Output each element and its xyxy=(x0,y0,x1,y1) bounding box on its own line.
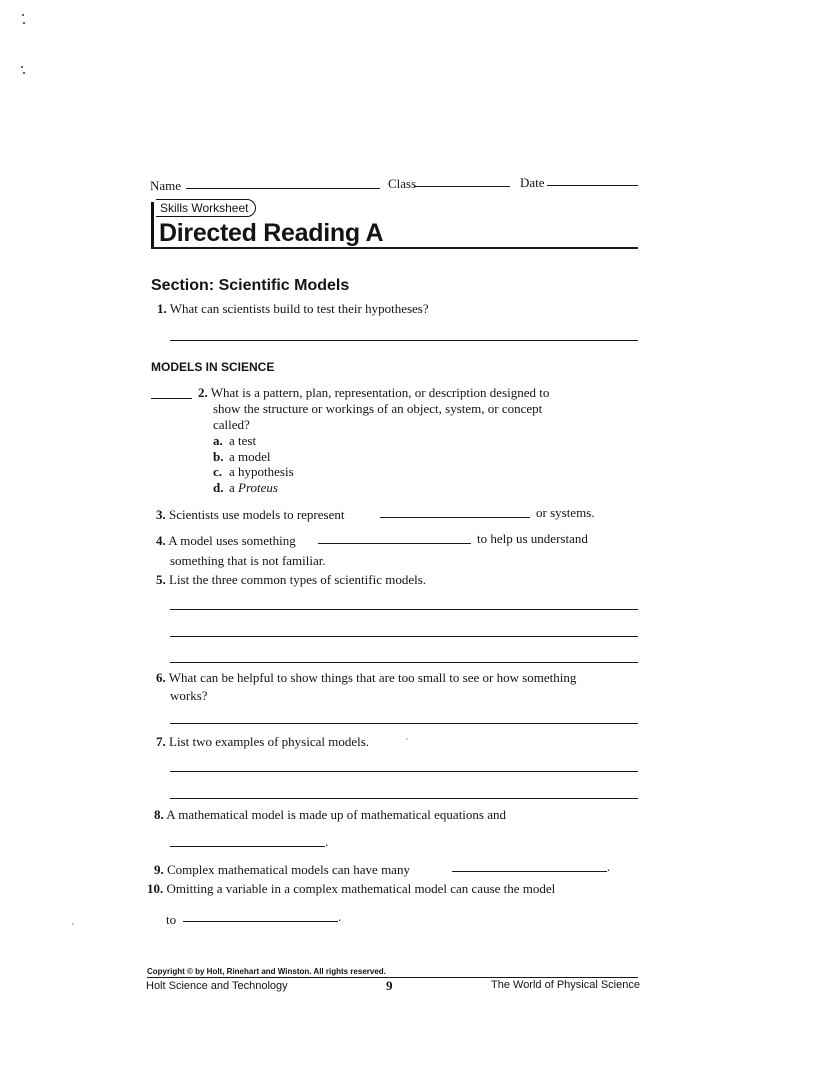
question-text: Scientists use models to represent xyxy=(169,507,345,522)
page-title: Directed Reading A xyxy=(159,219,384,247)
scan-speck xyxy=(22,14,24,16)
footer-book-title: Holt Science and Technology xyxy=(146,980,288,992)
question-8 xyxy=(154,807,506,823)
answer-blank-10[interactable] xyxy=(183,921,338,922)
answer-line-5a[interactable] xyxy=(170,609,638,610)
title-underline xyxy=(151,247,638,249)
option-text: a model xyxy=(229,449,271,464)
question-number: 7. xyxy=(156,734,166,749)
footer-series-title: The World of Physical Science xyxy=(491,979,640,991)
answer-blank-2[interactable] xyxy=(151,398,192,399)
answer-blank-8[interactable] xyxy=(170,846,325,847)
option-letter: d. xyxy=(213,480,224,495)
answer-line-1[interactable] xyxy=(170,340,638,341)
question-text: A model uses something xyxy=(168,533,296,548)
skills-worksheet-tag xyxy=(156,199,256,217)
question-1 xyxy=(157,301,429,317)
answer-blank-3[interactable] xyxy=(380,517,530,518)
option-d[interactable] xyxy=(213,480,278,496)
question-text-line-2: something that is not familiar. xyxy=(170,553,326,568)
question-text: List two examples of physical models. xyxy=(169,734,370,749)
option-text: Proteus xyxy=(238,480,278,495)
question-text-line-2: to xyxy=(166,912,177,927)
question-text-after: to help us understand xyxy=(477,531,588,546)
question-text: List the three common types of scientific models. xyxy=(169,572,427,587)
question-number: 6. xyxy=(156,670,166,685)
question-7 xyxy=(156,734,369,750)
question-number: 1. xyxy=(157,301,167,316)
option-text: a hypothesis xyxy=(229,464,294,479)
page-number: 9 xyxy=(386,978,393,993)
class-field[interactable] xyxy=(414,186,510,187)
date-field[interactable] xyxy=(547,185,638,186)
question-number: 5. xyxy=(156,572,166,587)
name-label: Name xyxy=(150,178,182,193)
scan-speck xyxy=(72,923,74,925)
question-number: 9. xyxy=(154,862,164,877)
question-text-line-3: called? xyxy=(213,417,250,432)
option-letter: a. xyxy=(213,433,223,448)
question-text-line-1: What can be helpful to show things that are too small to see or how something xyxy=(168,670,577,685)
question-number: 4. xyxy=(156,533,166,548)
question-number: 3. xyxy=(156,507,166,522)
answer-line-7a[interactable] xyxy=(170,771,638,772)
question-number: 8. xyxy=(154,807,164,822)
answer-line-5b[interactable] xyxy=(170,636,638,637)
option-b[interactable] xyxy=(213,449,271,465)
question-9 xyxy=(154,862,410,878)
period-mark: . xyxy=(338,909,342,924)
question-text: Complex mathematical models can have many xyxy=(167,862,410,877)
question-6 xyxy=(156,670,576,686)
period-mark: . xyxy=(607,859,611,874)
question-text-line-1: What is a pattern, plan, representation, or description designed to xyxy=(210,385,550,400)
question-text: Omitting a variable in a complex mathematical model can cause the model xyxy=(166,881,556,896)
option-c[interactable] xyxy=(213,464,294,480)
question-2 xyxy=(198,385,549,401)
question-4 xyxy=(156,533,296,549)
option-prefix: a xyxy=(229,480,235,495)
scan-speck xyxy=(406,738,408,740)
question-5 xyxy=(156,572,426,588)
answer-blank-9[interactable] xyxy=(452,871,607,872)
answer-line-5c[interactable] xyxy=(170,662,638,663)
question-number: 2. xyxy=(198,385,208,400)
question-3 xyxy=(156,507,344,523)
copyright-notice: Copyright © by Holt, Rinehart and Winston. All rights reserved. xyxy=(147,967,386,976)
question-text: What can scientists build to test their hypotheses? xyxy=(169,301,429,316)
scan-speck xyxy=(23,22,25,24)
subheading: MODELS IN SCIENCE xyxy=(151,360,275,374)
scan-speck xyxy=(23,72,25,74)
option-text: a test xyxy=(229,433,257,448)
question-text-line-2: show the structure or workings of an object, system, or concept xyxy=(213,401,543,416)
date-label: Date xyxy=(520,175,545,190)
answer-line-7b[interactable] xyxy=(170,798,638,799)
name-field[interactable] xyxy=(186,188,380,189)
section-heading: Section: Scientific Models xyxy=(151,277,350,294)
question-text: A mathematical model is made up of mathematical equations and xyxy=(166,807,506,822)
skills-worksheet-label: Skills Worksheet xyxy=(160,201,249,215)
option-letter: c. xyxy=(213,464,223,479)
title-left-bar xyxy=(151,202,154,249)
question-10 xyxy=(147,881,555,897)
answer-line-6[interactable] xyxy=(170,723,638,724)
question-text-line-2: works? xyxy=(170,688,208,703)
option-a[interactable] xyxy=(213,433,256,449)
period-mark: . xyxy=(325,834,329,849)
scan-speck xyxy=(21,66,23,68)
class-label: Class xyxy=(388,176,417,191)
answer-blank-4[interactable] xyxy=(318,543,471,544)
option-letter: b. xyxy=(213,449,224,464)
question-text-after: or systems. xyxy=(536,505,595,520)
question-number: 10. xyxy=(147,881,164,896)
